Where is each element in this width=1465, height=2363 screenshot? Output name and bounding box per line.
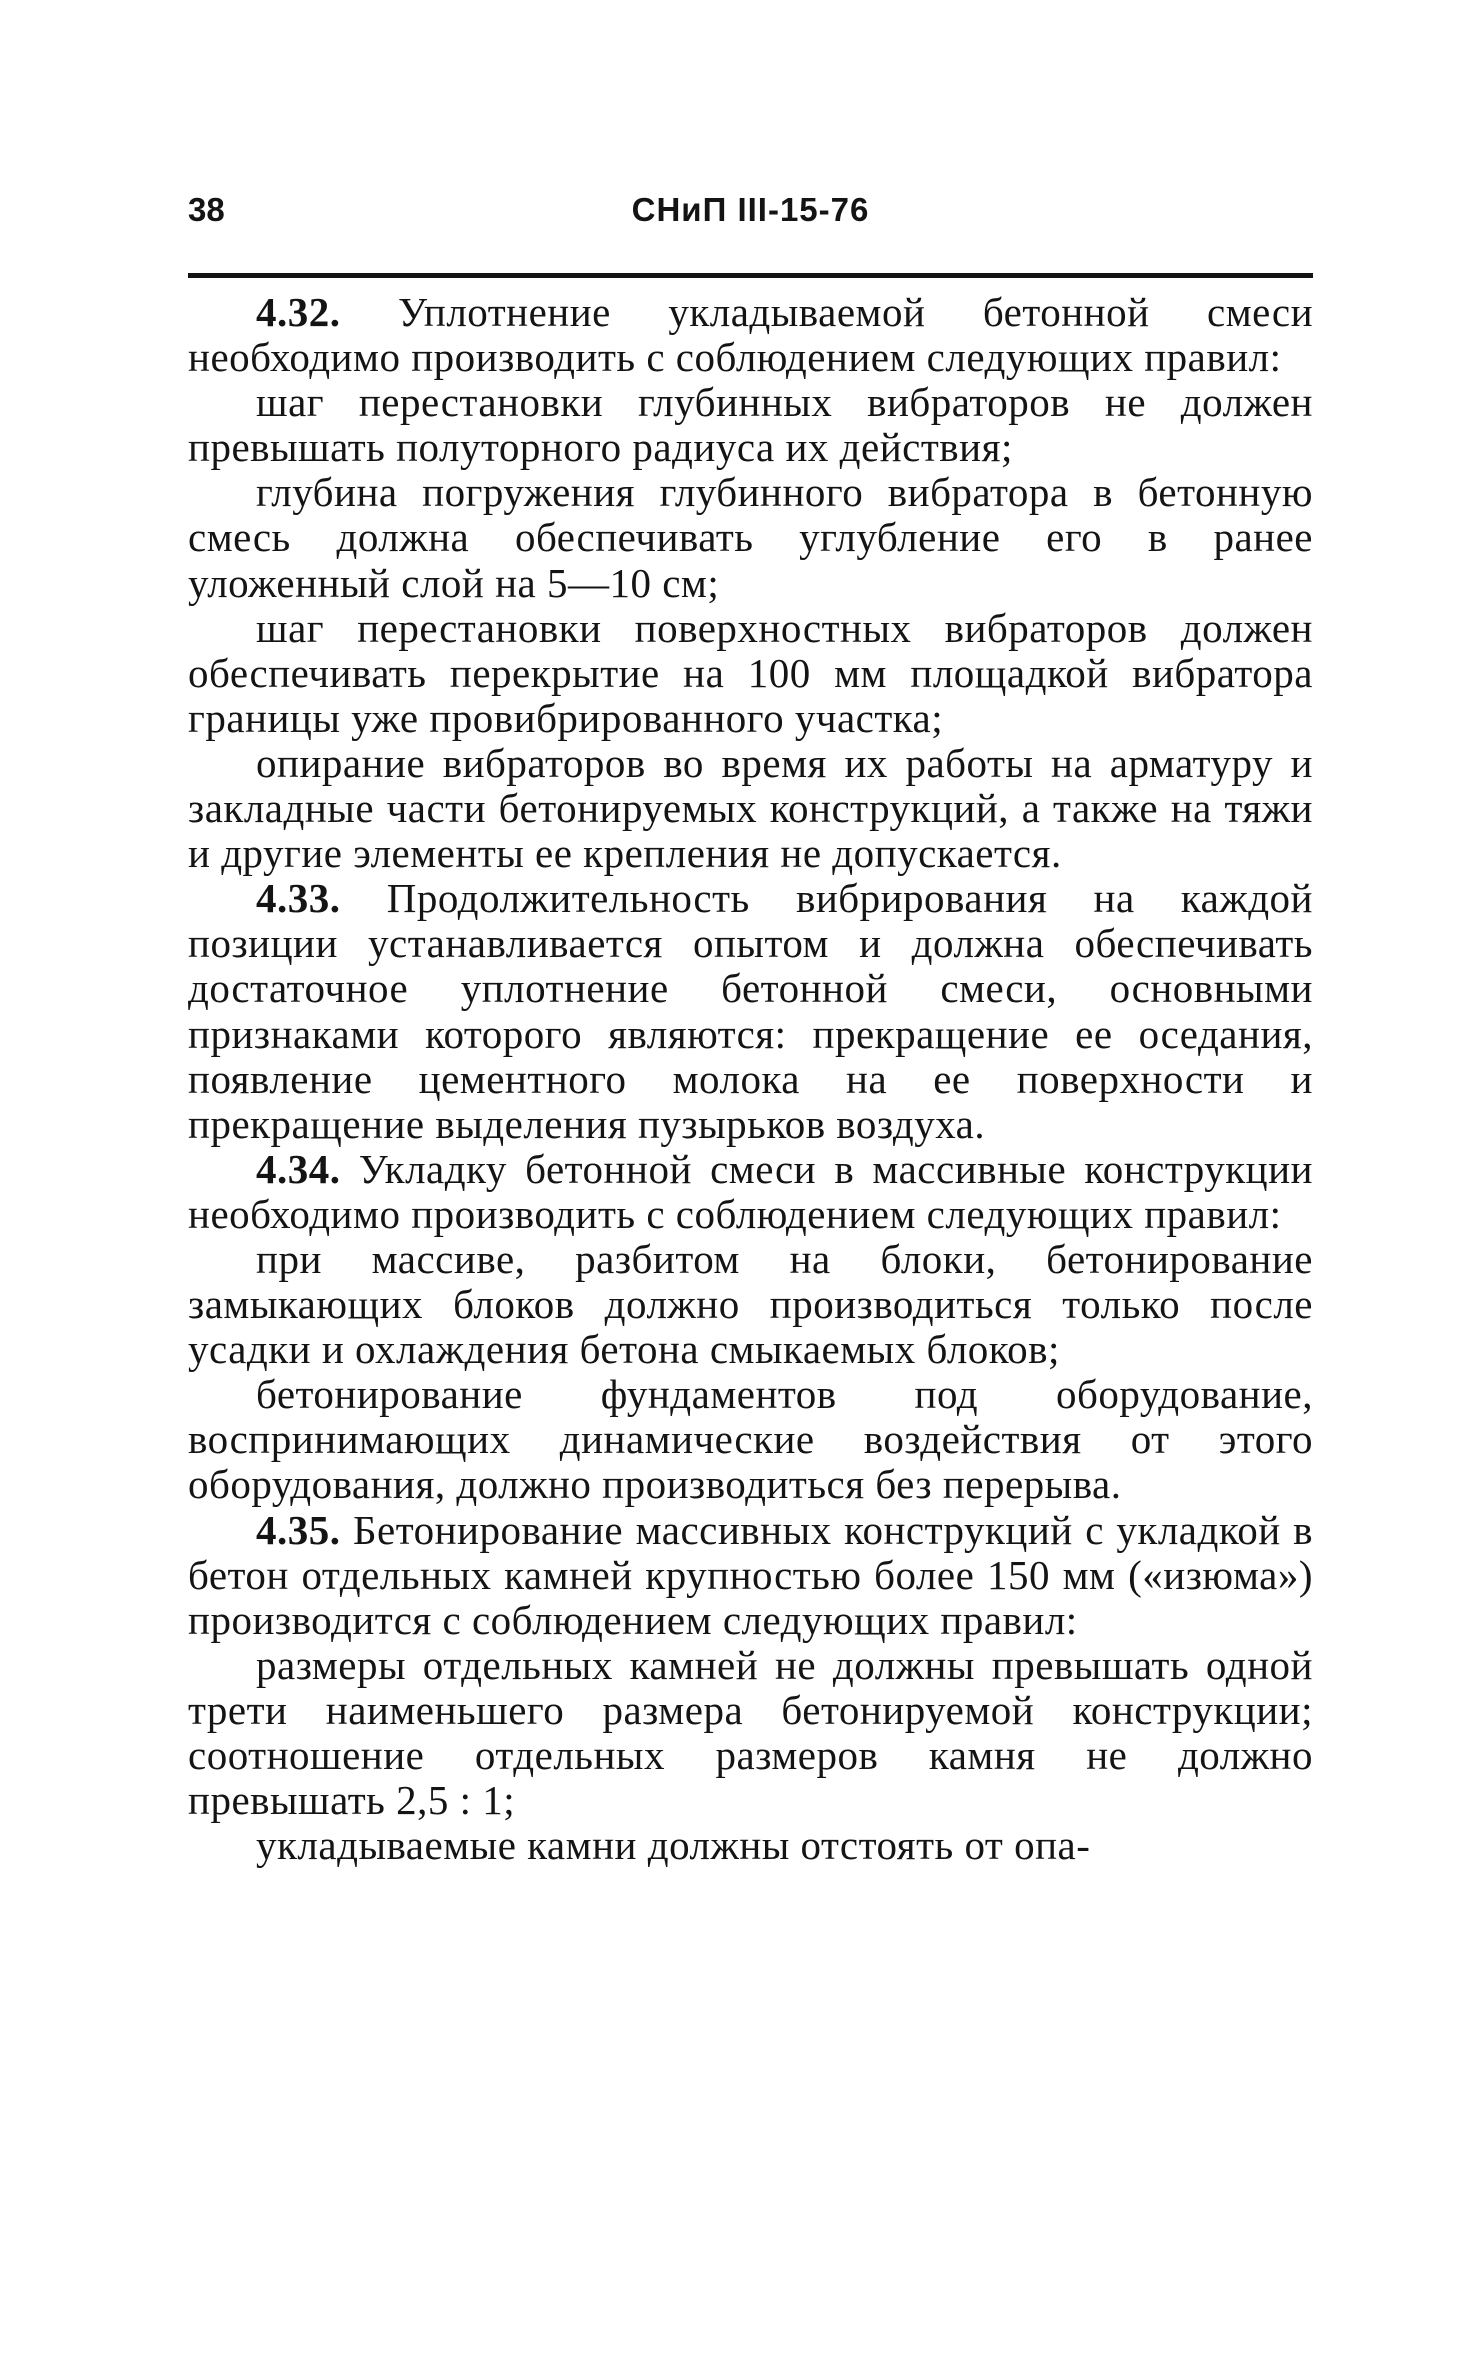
clause-number: 4.35. (256, 1506, 341, 1553)
paragraph-text: укладываемые камни должны отстоять от опа- (256, 1822, 1091, 1869)
paragraph-text: при массиве, разбитом на блоки, бетонирование замыкающих блоков должно производиться только после усадки и охлаждения бетона смыкаемых блоков; (188, 1235, 1313, 1373)
header-divider (188, 273, 1313, 278)
paragraph-text: глубина погружения глубинного вибратора в бетонную смесь должна обеспечивать углубление его в ранее уложенный слой на 5—10 см; (188, 469, 1313, 606)
paragraph (188, 1372, 1313, 1507)
clause-number: 4.33. (256, 875, 341, 922)
paragraph-text: шаг перестановки глубинных вибраторов не должен превышать полуторного радиуса их действия; (188, 379, 1313, 471)
paragraph-text: бетонирование фундаментов под оборудование, воспринимающих динамические воздействия от этого оборудования, должно производиться без перерыва. (188, 1371, 1313, 1508)
paragraph (188, 290, 1313, 380)
paragraph (188, 1508, 1313, 1643)
paragraph-text: шаг перестановки поверхностных вибраторов должен обеспечивать перекрытие на 100 мм площадкой вибратора границы уже провибрированного участка; (188, 604, 1313, 741)
paragraph (188, 741, 1313, 876)
body-text (188, 290, 1313, 1868)
paragraph-text: опирание вибраторов во время их работы на арматуру и закладные части бетонируемых конструкций, а также на тяжи и другие элементы ее крепления не допускается. (188, 739, 1313, 877)
clause-number: 4.34. (256, 1145, 341, 1192)
paragraph (188, 380, 1313, 470)
paragraph-text: Уплотнение укладываемой бетонной смеси необходимо производить с соблюдением следующих правил: (188, 289, 1314, 381)
page-number: 38 (188, 191, 225, 228)
paragraph-text: Бетонирование массивных конструкций с укладкой в бетон отдельных камней крупностью более 150 мм («изюма») производится с соблюдением следующих правил: (188, 1506, 1314, 1643)
paragraph (188, 470, 1313, 605)
paragraph-text: размеры отдельных камней не должны превышать одной трети наименьшего размера бетонируемой конструкции; соотношение отдельных размеров камня не должно превышать 2,5 : 1; (188, 1641, 1313, 1824)
paragraph (188, 606, 1313, 741)
paragraph (188, 1823, 1313, 1868)
paragraph-text: Продолжительность вибрирования на каждой позиции устанавливается опытом и должна обеспечивать достаточное уплотнение бетонной смеси, основными признаками которого являются: прекращение ее оседания, появление цементного молока на ее поверхности и прекращение выделения пузырьков воздуха. (188, 875, 1314, 1147)
paragraph (188, 1147, 1313, 1237)
document-code: СНиП III-15-76 (631, 191, 870, 228)
paragraph (188, 1643, 1313, 1823)
page-header (188, 188, 1313, 238)
paragraph-text: Укладку бетонной смеси в массивные конструкции необходимо производить с соблюдением следующих правил: (188, 1145, 1314, 1237)
paragraph (188, 1237, 1313, 1372)
paragraph (188, 876, 1313, 1147)
clause-number: 4.32. (256, 289, 341, 335)
